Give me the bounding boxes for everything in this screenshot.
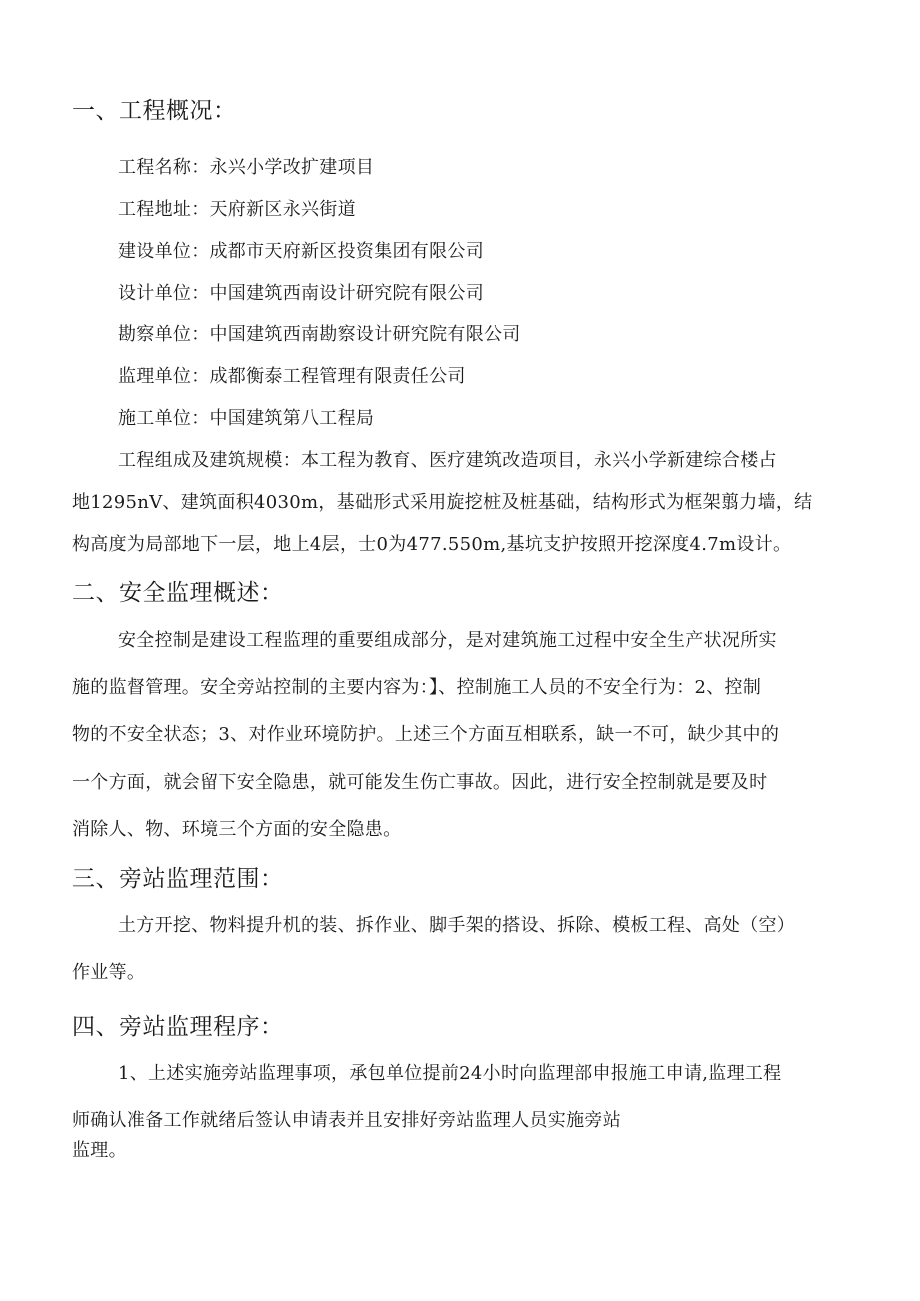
- scale-paragraph-line: 构高度为局部地下一层，地上4层，士0为477.550m,基坑支护按照开挖深度4.7m设计。: [72, 534, 792, 555]
- field-design-unit: 设计单位：中国建筑西南设计研究院有限公司: [118, 283, 484, 304]
- scale-paragraph-line: 工程组成及建筑规模：本工程为教育、医疗建筑改造项目，永兴小学新建综合楼占: [118, 450, 777, 471]
- scope-paragraph-line: 作业等。: [72, 962, 146, 983]
- procedure-paragraph-line: 监理。: [72, 1140, 127, 1161]
- section-heading-procedure: 四、旁站监理程序：: [72, 1014, 284, 1040]
- field-project-name: 工程名称：永兴小学改扩建项目: [118, 157, 375, 178]
- safety-paragraph-line: 施的监督管理。安全旁站控制的主要内容为：】、控制施工人员的不安全行为：2、控制: [72, 677, 762, 698]
- field-survey-unit: 勘察单位：中国建筑西南勘察设计研究院有限公司: [118, 324, 521, 345]
- field-contractor-unit: 施工单位：中国建筑第八工程局: [118, 408, 375, 429]
- field-project-address: 工程地址：天府新区永兴街道: [118, 199, 356, 220]
- safety-paragraph-line: 物的不安全状态；3、对作业环境防护。上述三个方面互相联系，缺一不可，缺少其中的: [72, 724, 780, 745]
- procedure-paragraph-line: 1、上述实施旁站监理事项，承包单位提前24小时向监理部申报施工申请,监理工程: [118, 1063, 782, 1084]
- safety-paragraph-line: 安全控制是建设工程监理的重要组成部分，是对建筑施工过程中安全生产状况所实: [118, 630, 777, 651]
- section-heading-scope: 三、旁站监理范围：: [72, 866, 284, 892]
- section-heading-overview: 一、工程概况：: [72, 98, 237, 124]
- field-supervision-unit: 监理单位：成都衡泰工程管理有限责任公司: [118, 366, 466, 387]
- field-construction-unit: 建设单位：成都市天府新区投资集团有限公司: [118, 241, 484, 262]
- safety-paragraph-line: 消除人、物、环境三个方面的安全隐患。: [72, 819, 402, 840]
- section-heading-safety-overview: 二、安全监理概述：: [72, 580, 284, 606]
- scale-paragraph-line: 地1295nV、建筑面积4030m，基础形式采用旋挖桩及桩基础，结构形式为框架翦力墙，结: [72, 492, 813, 513]
- scope-paragraph-line: 土方开挖、物料提升机的装、拆作业、脚手架的搭设、拆除、模板工程、高处（空）: [118, 915, 796, 936]
- safety-paragraph-line: 一个方面，就会留下安全隐患，就可能发生伤亡事故。因此，进行安全控制就是要及时: [72, 772, 768, 793]
- procedure-paragraph-line: 师确认准备工作就绪后签认申请表并且安排好旁站监理人员实施旁站: [72, 1110, 621, 1131]
